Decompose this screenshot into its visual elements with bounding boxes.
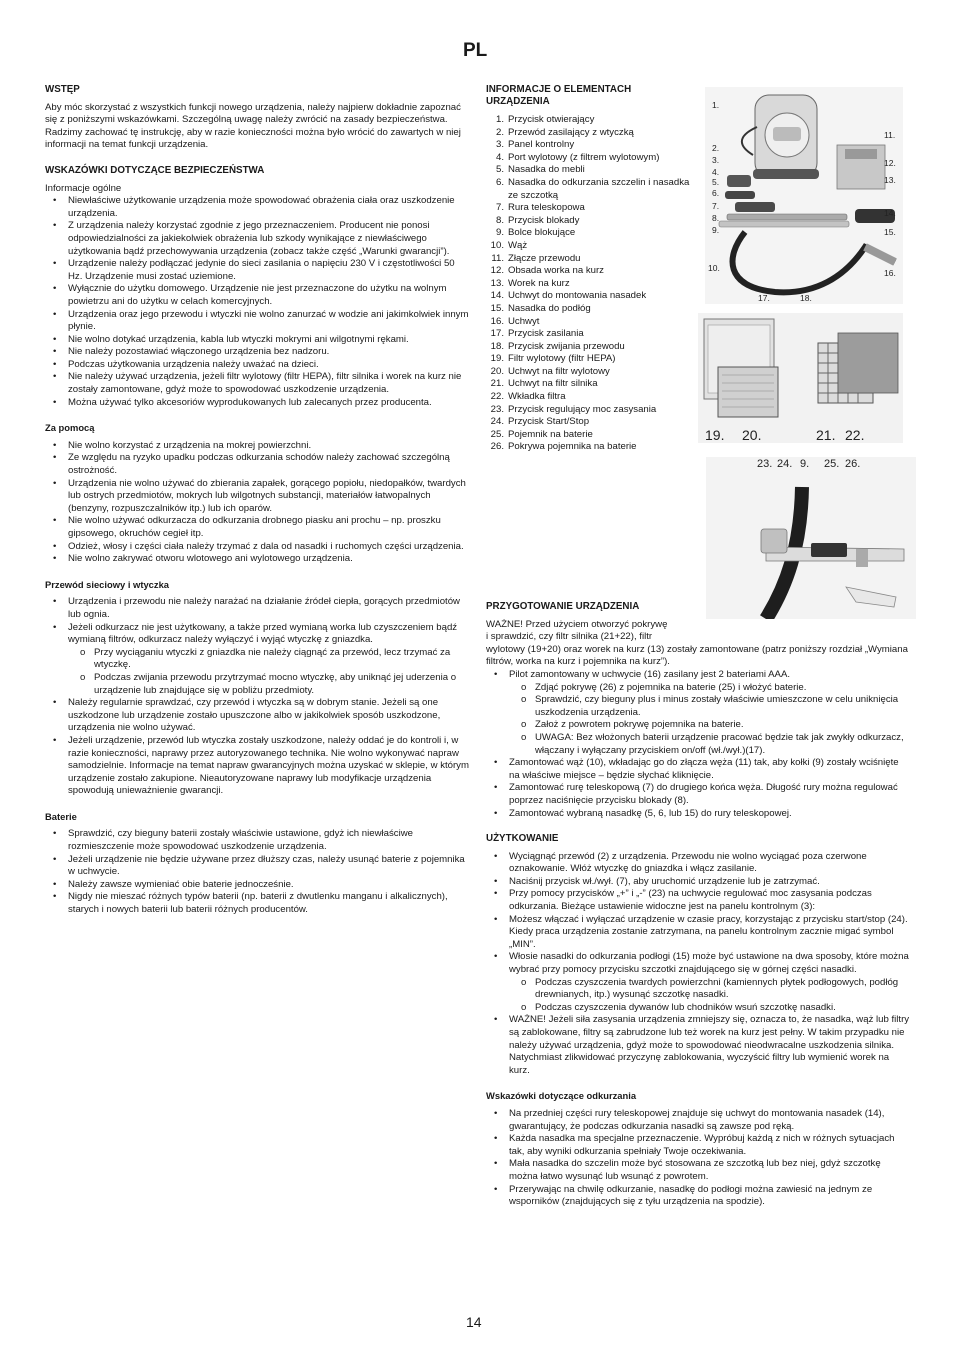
list-item (486, 876, 911, 889)
list-item: • Nigdy nie mieszać różnych typów baterii (np. baterii z dwutlenku manganu i alkalicznych), starych i nowych baterii lub baterii różnych producentów. (45, 891, 470, 916)
part-number: 5. (495, 164, 504, 176)
parts-section (486, 84, 701, 454)
vacuum-parts-illustration (705, 87, 903, 304)
fig1-label: 10. (708, 263, 720, 273)
part-label: Filtr wylotowy (filtr HEPA) (508, 353, 616, 365)
fig1-label: 15. (884, 227, 896, 237)
list-item-text: Pilot zamontowany w uchwycie (16) zasilany jest 2 bateriami AAA. (509, 668, 791, 680)
fig3-label: 26. (845, 458, 861, 470)
part-number: 1. (495, 114, 504, 125)
part-number: 4. (495, 151, 504, 163)
usage-section (486, 833, 911, 1077)
sub-list-item: o UWAGA: Bez włożonych baterii urządzenie pracować będzie tak jak zwykły odkurzacz, włączany i wyłączany przyciskiem on/off (wł./wył.)(17). (521, 732, 911, 757)
caution-heading: Za pomocą (45, 422, 95, 434)
preparation-heading: PRZYGOTOWANIE URZĄDZENIA (486, 601, 640, 612)
fig2-label: 20. (742, 427, 762, 443)
list-item: • Ze względu na ryzyko upadku podczas odkurzania schodów należy zachować szczególną ostrożność. (45, 452, 470, 477)
part-number: 20. (490, 365, 504, 377)
fig1-label: 17. (758, 293, 770, 303)
list-item: • Nie wolno używać odkurzacza do odkurzania drobnego piasku ani prochu – np. proszku gipsowego, okruchów cegieł itp. (45, 515, 470, 540)
part-number: 15. (490, 302, 504, 314)
list-item (486, 914, 911, 952)
part-label: Port wylotowy (z filtrem wylotowym) (508, 151, 660, 163)
list-item: • Należy regularnie sprawdzać, czy przewód i wtyczka są w dobrym stanie. Jeżeli są one uszkodzone lub urządzenie zostało upuszczone albo w jakikolwiek sposób uszkodzone, urządzenia nie wolno używać. (45, 697, 470, 735)
list-item: • Mała nasadka do szczelin może być stosowana ze szczotką lub bez niej, gdyż szczotkę można łatwo wysunąć lub wsunąć z powrotem. (486, 1158, 911, 1183)
language-code: PL (463, 40, 488, 61)
batteries-section (45, 811, 470, 917)
part-item (486, 215, 701, 228)
fig1-label: 8. (712, 213, 720, 223)
part-number: 13. (490, 277, 504, 289)
tips-heading: Wskazówki dotyczące odkurzania (486, 1090, 637, 1102)
sub-list-item: o Sprawdzić, czy bieguny plus i minus zostały właściwie umieszczone w celu uniknięcia uszkodzenia urządzenia. (521, 694, 911, 719)
list-item: • Jeżeli urządzenie, przewód lub wtyczka zostały uszkodzone, należy oddać je do kontroli i, w razie konieczności, naprawy przez autoryzowanego technika. Nie wolno wykonywać napraw samodzielnie. Informacje na temat napraw gwarancyjnych można uzyskać w sklepie, w którym urządzenie zostało zakupione. Nieautoryzowane naprawy lub modyfikacje urządzenia spowodują unieważnienie gwarancji. (45, 735, 470, 798)
sub-list-item: o Podczas czyszczenia dywanów lub chodników wsuń szczotkę nasadki. (521, 1002, 911, 1015)
part-label: Pokrywa pojemnika na baterie (508, 441, 637, 453)
part-number: 2. (495, 126, 504, 138)
part-label: Worek na kurz (508, 277, 570, 289)
part-item (486, 177, 701, 202)
list-item: • Urządzenie należy podłączać jedynie do sieci zasilania o napięciu 230 V i częstotliwości 50 Hz. Urządzenie musi zostać uziemione. (45, 258, 470, 283)
part-number: 23. (490, 403, 504, 415)
fig3-label: 9. (800, 458, 810, 470)
part-item (486, 278, 701, 291)
list-item-text: Włosie nasadki do odkurzania podłogi (15) może być ustawione na dwa sposoby, które można wybrać przy pomocy przycisku szczotki znajdującego się w górnej części nasadki. (509, 951, 909, 976)
part-label: Wkładka filtra (508, 391, 566, 403)
list-item-text: Przy pomocy przycisków „+” i „-” (23) na uchwycie regulować moc zasysania podczas odkurzania. Bieżące ustawienie widoczne jest na panelu kontrolnym (3): (509, 888, 872, 913)
usage-sub-list (509, 977, 911, 1015)
preparation-line: i sprawdzić, czy filtr silnika (21+22), filtr (486, 631, 653, 643)
fig1-label: 7. (712, 201, 720, 211)
sub-list-item: o Zdjąć pokrywę (26) z pojemnika na baterie (25) i włożyć baterie. (521, 682, 911, 695)
list-item: • Nie należy pozostawiać włączonego urządzenia bez nadzoru. (45, 346, 470, 359)
caution-list (45, 440, 470, 566)
part-label: Nasadka do podłóg (508, 302, 591, 314)
part-label: Przycisk zasilania (508, 328, 584, 340)
part-label: Przycisk blokady (508, 214, 580, 226)
figure-handle (706, 457, 916, 619)
part-label: Przycisk otwierający (508, 114, 595, 125)
part-label: Uchwyt (508, 315, 540, 327)
part-label: Złącze przewodu (508, 252, 581, 264)
intro-text: Aby móc skorzystać z wszystkich funkcji nowego urządzenia, należy najpierw dokładnie zapoznać się z poniższymi wskazówkami. Szczególną uwagę należy zwrócić na zasady bezpieczeństwa. Radzimy zachować tę instrukcję, aby w razie konieczności można było wrócić do zawartych w niej informacji na temat funkcji urządzenia. (45, 101, 461, 151)
part-number: 16. (490, 315, 504, 327)
tips-section (486, 1090, 911, 1208)
part-number: 21. (490, 378, 504, 390)
list-item-text: Możesz włączać i wyłączać urządzenie w czasie pracy, korzystając z przycisku start/stop (24). Kiedy praca urządzenia zostanie zatrzymana, na panelu kontrolnym zacznie migać symbol „MIN”. (509, 913, 908, 950)
fig1-label: 13. (884, 175, 896, 185)
list-item: • WAŻNE! Jeżeli siła zasysania urządzenia zmniejszy się, oznacza to, że nasadka, wąż lub filtry są zablokowane, filtry są zabrudzone lub też worek na kurz jest pełny. W takim przypadku nie należy używać urządzenia, gdyż może to spowodować nieodwracalne uszkodzenia silnika. Natychmiast zlikwidować przyczynę zablokowania, wyczyścić filtry lub wymienić worek na kurz. (486, 1014, 911, 1077)
list-item: • Można używać tylko akcesoriów wyprodukowanych lub zalecanych przez producenta. (45, 397, 470, 410)
part-label: Uchwyt do montowania nasadek (508, 290, 647, 302)
list-item: • Urządzenia i przewodu nie należy narażać na działanie źródeł ciepła, gorących przedmiotów lub ognia. (45, 596, 470, 621)
list-item: • Podczas użytkowania urządzenia należy uważać na dzieci. (45, 359, 470, 372)
cord-list (45, 596, 470, 798)
fig3-label: 25. (824, 458, 840, 470)
left-column (45, 84, 470, 930)
part-item (486, 441, 701, 454)
part-item (486, 416, 701, 429)
list-item (45, 622, 470, 698)
fig1-label: 18. (800, 293, 812, 303)
part-item (486, 240, 701, 253)
part-item (486, 152, 701, 165)
fig1-label: 11. (884, 130, 896, 140)
part-item (486, 290, 701, 303)
part-item (486, 265, 701, 278)
list-item: • Nie wolno dotykać urządzenia, kabla lub wtyczki mokrymi ani wilgotnymi rękami. (45, 334, 470, 347)
fig1-label: 1. (712, 100, 720, 110)
part-number: 8. (495, 214, 504, 226)
list-item (486, 851, 911, 876)
list-item (486, 951, 911, 1014)
usage-heading: UŻYTKOWANIE (486, 833, 559, 845)
part-item (486, 227, 701, 240)
part-label: Wąż (508, 239, 528, 251)
pilot-sub-list (509, 682, 911, 758)
part-item (486, 164, 701, 177)
right-lower-column (486, 601, 911, 1222)
batteries-heading: Baterie (45, 810, 77, 822)
safety-list (45, 195, 470, 409)
preparation-text: wylotowy (19+20) oraz worek na kurz (13) zostały zamontowane (patrz poniższy rozdział „Wymiana filtrów, worka na kurz i pojemnika na kurz”). (486, 643, 908, 668)
part-number: 25. (490, 428, 504, 440)
parts-heading (486, 84, 701, 108)
sub-list-item: o Założ z powrotem pokrywę pojemnika na baterie. (521, 719, 911, 732)
list-item: • Nie należy używać urządzenia, jeżeli filtr wylotowy (filtr HEPA), filtr silnika i worek na kurz nie zostały zamontowane, gdyż może to spowodować uszkodzenie urządzenia. (45, 371, 470, 396)
list-item: • Na przedniej części rury teleskopowej znajduje się uchwyt do montowania nasadek (14), gwarantujący, że podczas odkurzania nasadki są zawsze pod ręką. (486, 1108, 911, 1133)
part-label: Nasadka do mebli (508, 164, 585, 176)
part-item (486, 366, 701, 379)
handle-illustration (706, 457, 916, 619)
part-number: 7. (495, 202, 504, 214)
list-item: • Odzież, włosy i części ciała należy trzymać z dala od nasadki i ruchomych części urządzenia. (45, 541, 470, 554)
part-item (486, 404, 701, 417)
figure-vacuum-parts (705, 87, 903, 304)
part-item (486, 114, 701, 127)
safety-heading: WSKAZÓWKI DOTYCZĄCE BEZPIECZEŃSTWA (45, 164, 265, 176)
list-item: • Zamontować wybraną nasadkę (5, 6, lub 15) do rury teleskopowej. (486, 808, 911, 821)
fig2-label: 22. (845, 427, 865, 443)
part-number: 26. (490, 441, 504, 453)
intro-section (45, 84, 470, 152)
fig1-label: 14. (884, 208, 896, 218)
preparation-steps (486, 757, 911, 820)
list-item: • Wyłącznie do użytku domowego. Urządzenie nie jest przeznaczone do użytku na wolnym powietrzu ani do użytku w celach komercyjnych. (45, 283, 470, 308)
cord-sub-list (68, 647, 470, 697)
parts-list (486, 114, 701, 454)
part-item (486, 139, 701, 152)
fig1-label: 12. (884, 158, 896, 168)
part-item (486, 328, 701, 341)
fig1-label: 16. (884, 268, 896, 278)
list-item: • Każda nasadka ma specjalne przeznaczenie. Wypróbuj każdą z nich w różnych sytuacjach tak, aby wyniki odkurzania spełniały Twoje oczekiwania. (486, 1133, 911, 1158)
fig1-label: 3. (712, 155, 720, 165)
part-item (486, 316, 701, 329)
part-item (486, 378, 701, 391)
parts-heading-line2: URZĄDZENIA (486, 96, 550, 107)
part-item (486, 303, 701, 316)
part-item (486, 353, 701, 366)
part-label: Rura teleskopowa (508, 202, 585, 214)
part-item (486, 253, 701, 266)
part-number: 9. (495, 227, 504, 239)
list-item: • Z urządzenia należy korzystać zgodnie z jego przeznaczeniem. Producent nie ponosi odpowiedzialności za jakiekolwiek obrażenia lub szkody wynikające z niewłaściwego użytkowania bądź przechowywania urządzenia (zobacz także część „Warunki gwarancji”). (45, 220, 470, 258)
part-number: 24. (490, 416, 504, 428)
sub-list-item: o Przy wyciąganiu wtyczki z gniazdka nie należy ciągnąć za przewód, lecz trzymać za wtyczkę. (80, 647, 470, 672)
part-item (486, 202, 701, 215)
part-number: 14. (490, 290, 504, 302)
list-item-text: Wyciągnąć przewód (2) z urządzenia. Przewodu nie wolno wyciągać poza czerwone oznakowanie. Włóż wtyczkę do gniazdka i włącz zasilanie. (509, 850, 867, 875)
part-number: 17. (490, 328, 504, 340)
part-label: Przycisk zwijania przewodu (508, 340, 625, 352)
fig1-label: 2. (712, 143, 720, 153)
tips-list (486, 1108, 911, 1209)
list-item: • Urządzenia nie wolno używać do zbierania zapałek, gorącego popiołu, niedopałków, twardych lub ostrych przedmiotów, mokrych lub wilgotnych substancji, materiałów łatwopalnych (benzyny, rozpuszczalników itp.) lub ich oparów. (45, 478, 470, 516)
part-label: Przycisk Start/Stop (508, 416, 590, 428)
part-label: Nasadka do odkurzania szczelin i nasadka ze szczotką (508, 176, 690, 201)
fig3-label: 24. (777, 458, 793, 470)
part-label: Obsada worka na kurz (508, 265, 604, 277)
part-number: 3. (495, 139, 504, 151)
part-number: 19. (490, 353, 504, 365)
preparation-line: WAŻNE! Przed użyciem otworzyć pokrywę (486, 618, 668, 630)
list-item: • Nie wolno zakrywać otworu wlotowego ani wylotowego urządzenia. (45, 553, 470, 566)
safety-section (45, 165, 470, 409)
cord-heading: Przewód sieciowy i wtyczka (45, 578, 170, 590)
part-item (486, 127, 701, 140)
fig1-label: 9. (712, 225, 720, 235)
page-number: 14 (466, 1314, 482, 1330)
part-item (486, 429, 701, 442)
part-item (486, 391, 701, 404)
list-item: • Zamontować rurę teleskopową (7) do drugiego końca węża. Długość rury można regulować poprzez naciśnięcie przycisku blokady (8). (486, 782, 911, 807)
fig3-label: 23. (757, 458, 773, 470)
part-label: Przewód zasilający z wtyczką (508, 126, 634, 138)
safety-subheading: Informacje ogólne (45, 182, 122, 194)
part-label: Pojemnik na baterie (508, 428, 593, 440)
intro-heading: WSTĘP (45, 84, 80, 95)
part-number: 18. (490, 340, 504, 352)
parts-heading-line1: INFORMACJE O ELEMENTACH (486, 84, 632, 95)
list-item (486, 669, 911, 757)
list-item-text: Jeżeli odkurzacz nie jest użytkowany, a także przed wymianą worka lub czyszczeniem bądź wymianą filtrów, odkurzacz należy wyłączyć i wyjąć wtyczkę z gniazdka. (68, 621, 458, 646)
figure-filters (698, 313, 903, 443)
list-item: • Jeżeli urządzenie nie będzie używane przez dłuższy czas, należy usunąć baterie z pojemnika w uchwycie. (45, 854, 470, 879)
part-number: 12. (490, 265, 504, 277)
list-item: • Przerywając na chwilę odkurzanie, nasadkę do podłogi można zawiesić na jednym ze wsporników (znajdujących się z tyłu urządzenia na spodzie). (486, 1184, 911, 1209)
list-item: • Urządzenia oraz jego przewodu i wtyczki nie wolno zanurzać w wodzie ani jakimkolwiek innym płynie. (45, 309, 470, 334)
part-label: Uchwyt na filtr silnika (508, 378, 598, 390)
part-label: Przycisk regulujący moc zasysania (508, 403, 657, 415)
preparation-section (486, 601, 911, 820)
list-item: • Niewłaściwe użytkowanie urządzenia może spowodować obrażenia ciała oraz uszkodzenie urządzenia. (45, 195, 470, 220)
part-number: 6. (495, 176, 504, 188)
usage-warning-list (486, 1014, 911, 1077)
cord-section (45, 579, 470, 798)
fig2-label: 19. (705, 427, 725, 443)
part-label: Bolce blokujące (508, 227, 576, 239)
list-item: • Sprawdzić, czy bieguny baterii zostały właściwie ustawione, gdyż ich niewłaściwe rozmieszczenie może spowodować uszkodzenie urządzenia. (45, 828, 470, 853)
list-item: • Nie wolno korzystać z urządzenia na mokrej powierzchni. (45, 440, 470, 453)
sub-list-item: o Podczas czyszczenia twardych powierzchni (kamiennych płytek podłogowych, podłóg drewnianych, itp.) wysunąć szczotkę nasadki. (521, 977, 911, 1002)
list-item: • Zamontować wąż (10), wkładając go do złącza węża (11) tak, aby kołki (9) zostały wciśnięte na właściwe miejsce – będzie słychać kliknięcie. (486, 757, 911, 782)
part-label: Uchwyt na filtr wylotowy (508, 365, 610, 377)
list-item (486, 888, 911, 913)
part-number: 11. (491, 252, 504, 264)
fig2-label: 21. (816, 427, 836, 443)
sub-list-item: o Podczas zwijania przewodu przytrzymać mocno wtyczkę, aby uniknąć jej uderzenia o urządzenie lub znajdujące się w pobliżu przedmioty. (80, 672, 470, 697)
list-item-text: Naciśnij przycisk wł./wył. (7), aby uruchomić urządzenie lub je zatrzymać. (509, 875, 820, 887)
fig1-label: 6. (712, 188, 720, 198)
usage-list (486, 851, 911, 1015)
part-label: Panel kontrolny (508, 139, 575, 151)
list-item: • Należy zawsze wymieniać obie baterie jednocześnie. (45, 879, 470, 892)
filters-illustration (698, 313, 903, 443)
part-number: 22. (490, 391, 504, 403)
caution-section (45, 422, 470, 566)
part-item (486, 341, 701, 354)
fig1-label: 4. (712, 167, 720, 177)
part-number: 10. (490, 239, 504, 251)
fig1-label: 5. (712, 177, 720, 187)
batteries-list (45, 828, 470, 916)
preparation-list (486, 669, 911, 757)
